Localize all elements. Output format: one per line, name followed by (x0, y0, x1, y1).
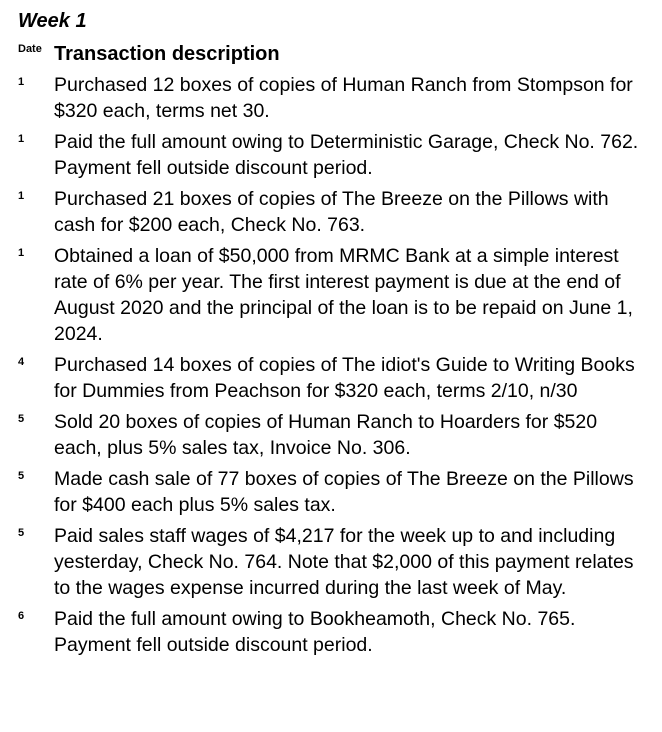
transaction-row (18, 72, 648, 124)
transaction-row (18, 352, 648, 404)
transaction-description: Obtained a loan of $50,000 from MRMC Bank at a simple interest rate of 6% per year. The first interest payment is due at the end of August 2020 and the principal of the loan is to be repaid on June 1, 2024. (54, 245, 633, 345)
table-header (18, 41, 648, 67)
transaction-description: Made cash sale of 77 boxes of copies of The Breeze on the Pillows for $400 each plus 5% sales tax. (54, 468, 634, 516)
transaction-row (18, 409, 648, 461)
transaction-date: 5 (18, 413, 25, 425)
transaction-row (18, 523, 648, 601)
transaction-row (18, 243, 648, 347)
transaction-row (18, 606, 648, 658)
transaction-date: 1 (18, 76, 25, 88)
transaction-list (18, 72, 648, 663)
week-title: Week 1 (18, 10, 87, 32)
date-column-header: Date (18, 43, 42, 55)
transaction-description: Paid sales staff wages of $4,217 for the week up to and including yesterday, Check No. 764. Note that $2,000 of this payment relates to the wages expense incurred during the last week of May. (54, 525, 634, 599)
transaction-description: Purchased 12 boxes of copies of Human Ranch from Stompson for $320 each, terms net 30. (54, 74, 633, 122)
transaction-date: 6 (18, 610, 25, 622)
transaction-date: 5 (18, 470, 25, 482)
transaction-description: Paid the full amount owing to Bookheamoth, Check No. 765. Payment fell outside discount period. (54, 608, 576, 656)
transaction-description: Paid the full amount owing to Deterministic Garage, Check No. 762. Payment fell outside discount period. (54, 131, 639, 179)
transaction-date: 1 (18, 190, 25, 202)
description-column-header: Transaction description (54, 43, 280, 65)
transaction-row (18, 129, 648, 181)
transaction-description: Sold 20 boxes of copies of Human Ranch to Hoarders for $520 each, plus 5% sales tax, Invoice No. 306. (54, 411, 598, 459)
transaction-date: 4 (18, 356, 25, 368)
transaction-row (18, 466, 648, 518)
transaction-description: Purchased 14 boxes of copies of The idiot's Guide to Writing Books for Dummies from Peachson for $320 each, terms 2/10, n/30 (54, 354, 635, 402)
transaction-date: 1 (18, 133, 25, 145)
transaction-description: Purchased 21 boxes of copies of The Breeze on the Pillows with cash for $200 each, Check No. 763. (54, 188, 609, 236)
transaction-date: 1 (18, 247, 25, 259)
transaction-date: 5 (18, 527, 25, 539)
transaction-row (18, 186, 648, 238)
